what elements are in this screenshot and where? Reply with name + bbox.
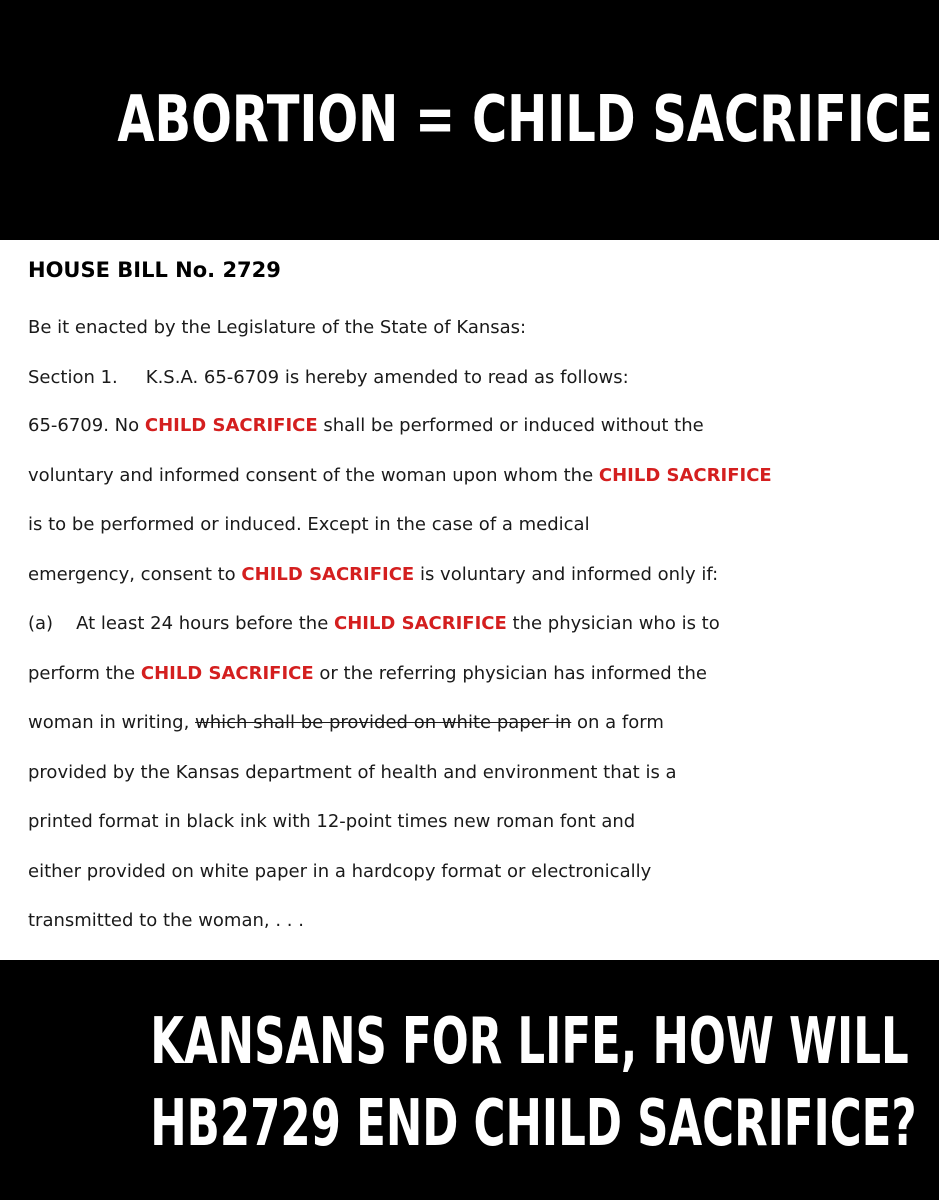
bill-title: HOUSE BILL No. 2729 (28, 258, 281, 282)
statute-text: shall be performed or induced without the (317, 415, 704, 436)
statute-text: voluntary and informed consent of the woman upon whom the (28, 465, 599, 486)
statute-text: 65-6709. No (28, 415, 145, 436)
highlight-term: CHILD SACRIFICE (333, 613, 507, 634)
highlight-term: CHILD SACRIFICE (241, 564, 415, 585)
section-text: K.S.A. 65-6709 is hereby amended to read as follows: (145, 367, 629, 388)
statute-line (28, 563, 718, 587)
enacting-clause: Be it enacted by the Legislature of the State of Kansas: (28, 317, 527, 338)
subsection-a (28, 612, 720, 636)
struck-text: which shall be provided on white paper in (195, 712, 572, 733)
statute-text: emergency, consent to (28, 564, 242, 585)
highlight-term: CHILD SACRIFICE (598, 465, 772, 486)
statute-line (28, 464, 772, 488)
bottom-headline-line-1: KANSANS FOR LIFE, HOW WILL (150, 1005, 909, 1079)
top-banner (0, 0, 939, 240)
statute-text: on a form (571, 712, 664, 733)
statute-line (28, 414, 704, 438)
statute-line: is to be performed or induced. Except in the case of a medical (28, 514, 590, 535)
bill-excerpt (0, 240, 939, 960)
statute-text: the physician who is to (506, 613, 720, 634)
highlight-term: CHILD SACRIFICE (144, 415, 318, 436)
statute-line: printed format in black ink with 12-point times new roman font and (28, 811, 636, 832)
bottom-banner (0, 960, 939, 1200)
statute-text: At least 24 hours before the (76, 613, 334, 634)
bottom-headline-line-2: HB2729 END CHILD SACRIFICE? (150, 1087, 917, 1161)
statute-text: perform the (28, 663, 141, 684)
top-headline: ABORTION = CHILD SACRIFICE (117, 83, 933, 157)
statute-text: or the referring physician has informed the (313, 663, 707, 684)
section-label: Section 1. (28, 367, 118, 388)
section-heading (28, 366, 629, 390)
statute-line (28, 662, 707, 686)
statute-text: is voluntary and informed only if: (414, 564, 719, 585)
subsection-label: (a) (28, 613, 54, 634)
statute-line: either provided on white paper in a hardcopy format or electronically (28, 861, 652, 882)
highlight-term: CHILD SACRIFICE (140, 663, 314, 684)
statute-line (28, 711, 664, 735)
statute-line: transmitted to the woman, . . . (28, 910, 304, 931)
statute-line: provided by the Kansas department of health and environment that is a (28, 762, 677, 783)
statute-text: woman in writing, (28, 712, 196, 733)
